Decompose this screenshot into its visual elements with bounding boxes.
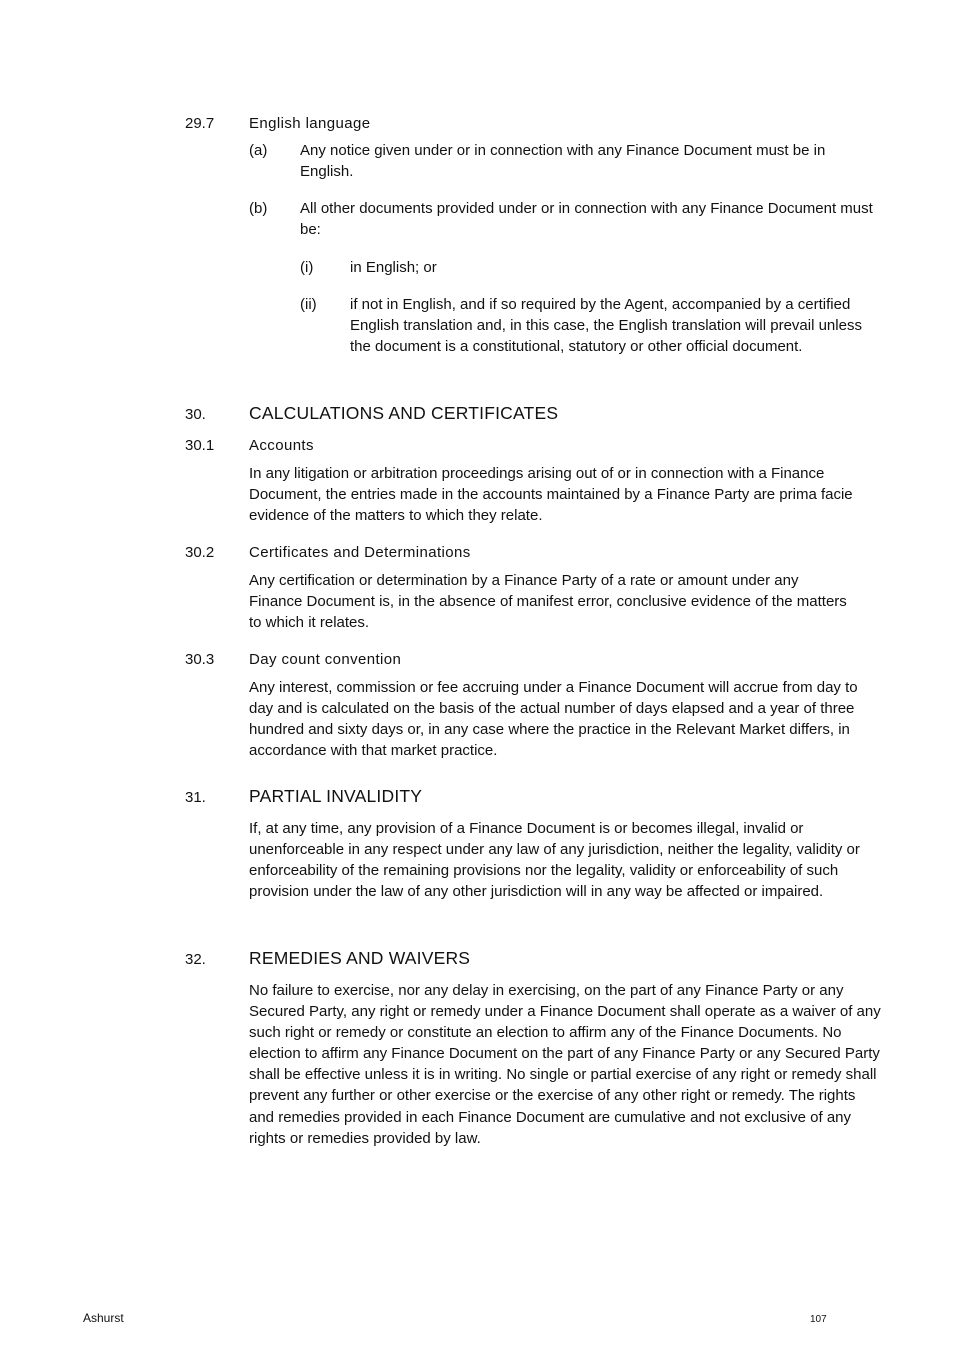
item-label-b: (b) [249, 200, 268, 217]
clause-number-30-1: 30.1 [185, 437, 215, 454]
clause-number-30-2: 30.2 [185, 544, 215, 561]
subitem-label-i: (i) [300, 259, 314, 276]
footer-firm-name: Ashurst [83, 1311, 124, 1325]
clause-heading-calculations-and-certificates: CALCULATIONS AND CERTIFICATES [249, 403, 559, 423]
clause-heading-english-language: English language [249, 115, 371, 132]
clause-heading-accounts: Accounts [249, 437, 314, 454]
clause-text-accounts: In any litigation or arbitration proceedings arising out of or in connection with a Finance Document, the entries made in the accounts maintained by a Finance Party are prima facie evidence of the matters to which they relate. [249, 465, 853, 525]
clause-number-32: 32. [185, 951, 206, 968]
subitem-text-ii: if not in English, and if so required by the Agent, accompanied by a certified English translation and, in this case, the English translation will prevail unless the document is a constitutional, statutory or other official document. [350, 296, 862, 356]
clause-text-day-count: Any interest, commission or fee accruing under a Finance Document will accrue from day to day and is calculated on the basis of the actual number of days elapsed and a year of three hundred and sixty days or, in any case where the practice in the Relevant Market differs, in accordance with that market practice. [249, 679, 858, 760]
clause-heading-day-count-convention: Day count convention [249, 651, 402, 668]
item-label-a: (a) [249, 142, 268, 159]
item-text-b: All other documents provided under or in connection with any Finance Document must be: [300, 200, 873, 239]
clause-text-partial-invalidity: If, at any time, any provision of a Finance Document is or becomes illegal, invalid or unenforceable in any respect under any law of any jurisdiction, neither the legality, validity or enforceability of the remaining provisions nor the legality, validity or enforceability of such provision under the law of any other jurisdiction will in any way be affected or impaired. [249, 820, 860, 901]
clause-number-30: 30. [185, 406, 206, 423]
clause-number-29-7: 29.7 [185, 115, 215, 132]
clause-number-31: 31. [185, 789, 206, 806]
item-text-a: Any notice given under or in connection with any Finance Document must be in English. [300, 142, 826, 181]
subitem-label-ii: (ii) [300, 296, 317, 313]
clause-number-30-3: 30.3 [185, 651, 215, 668]
clause-heading-remedies-and-waivers: REMEDIES AND WAIVERS [249, 948, 471, 968]
clause-heading-certificates-and-determinations: Certificates and Determinations [249, 544, 471, 561]
clause-text-certificates: Any certification or determination by a Finance Party of a rate or amount under any Finance Document is, in the absence of manifest error, conclusive evidence of the matters to which it relates. [249, 572, 847, 632]
subitem-text-i: in English; or [350, 259, 437, 276]
clause-heading-partial-invalidity: PARTIAL INVALIDITY [249, 786, 423, 806]
clause-text-remedies-and-waivers: No failure to exercise, nor any delay in exercising, on the part of any Finance Party or any Secured Party, any right or remedy under a Finance Document shall operate as a waiver of any such right or remedy or constitute an election to affirm any of the Finance Documents. No election to affirm any Finance Document on the part of any Finance Party or any Secured Party shall be effective unless it is in writing. No single or partial exercise of any right or remedy shall prevent any further or other exercise or the exercise of any other right or remedy. The rights and remedies provided in each Finance Document are cumulative and not exclusive of any rights or remedies provided by law. [249, 982, 881, 1147]
page-number: 107 [810, 1314, 827, 1325]
